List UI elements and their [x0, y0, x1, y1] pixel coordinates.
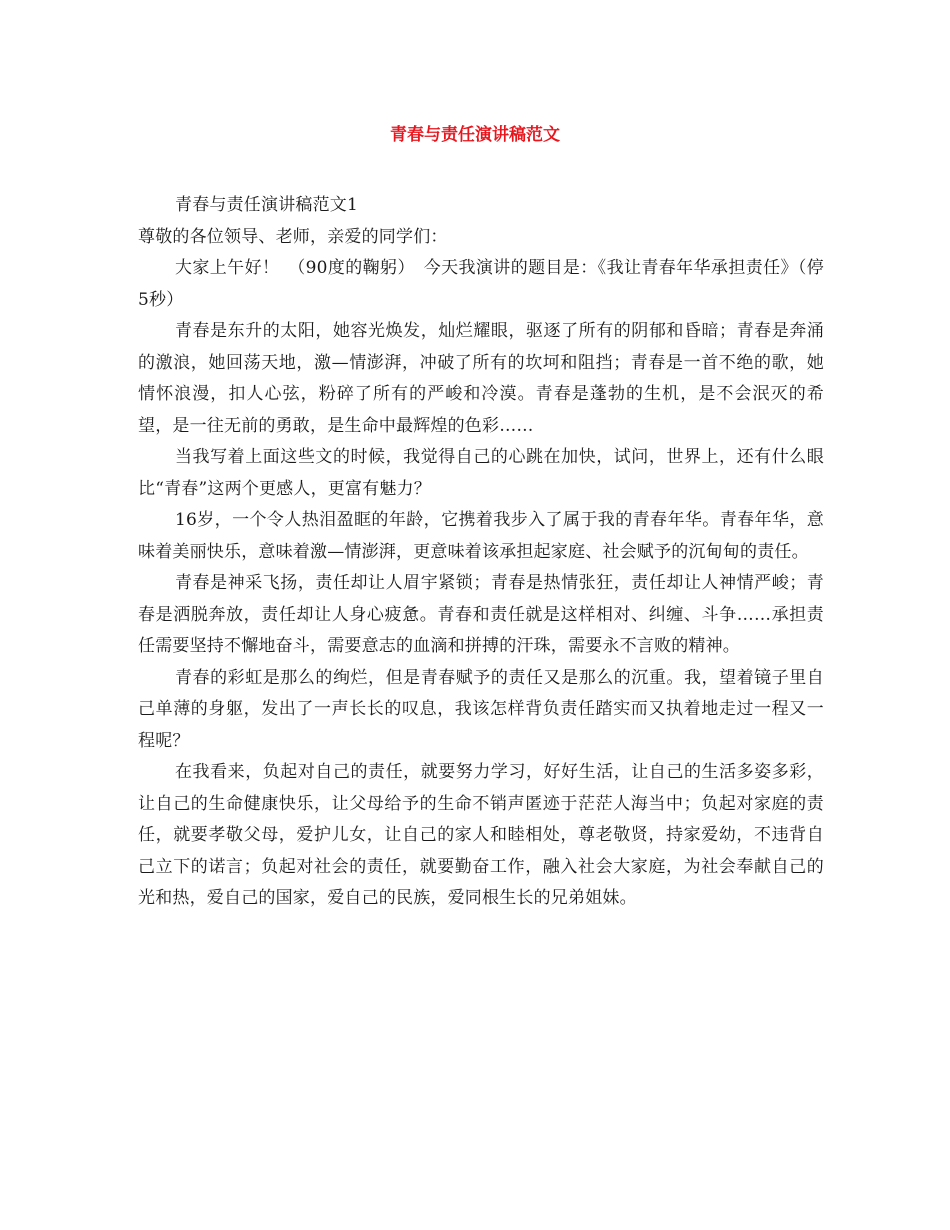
section-heading: 青春与责任演讲稿范文1 — [175, 195, 359, 215]
document-title: 青春与责任演讲稿范文 — [390, 125, 560, 145]
paragraph-rainbow: 青春的彩虹是那么的绚烂，但是青春赋予的责任又是那么的沉重。我，望着镜子里自己单薄的身躯，发出了一声长长的叹息，我该怎样背负责任踏实而又执着地走过一程又一程呢？ — [138, 667, 824, 751]
paragraph-sixteen: 16岁，一个令人热泪盈眶的年龄，它携着我步入了属于我的青春年华。青春年华，意味着美丽快乐，意味着激—情澎湃，更意味着该承担起家庭、社会赋予的沉甸甸的责任。 — [138, 510, 824, 562]
paragraph-greeting: 大家上午好！ （90度的鞠躬） 今天我演讲的题目是：《我让青春年华承担责任》（停5秒） — [138, 258, 824, 310]
document-body — [138, 190, 824, 915]
paragraph-heartbeat: 当我写着上面这些文的时候，我觉得自己的心跳在加快，试问，世界上，还有什么眼比“青春”这两个更感人，更富有魅力？ — [138, 447, 824, 499]
salutation: 尊敬的各位领导、老师，亲爱的同学们： — [138, 226, 448, 247]
paragraph-youth-metaphor: 青春是东升的太阳，她容光焕发，灿烂耀眼，驱逐了所有的阴郁和昏暗；青春是奔涌的激浪，她回荡天地，激—情澎湃，冲破了所有的坎坷和阻挡；青春是一首不绝的歌，她情怀浪漫，扣人心弦，粉碎了所有的严峻和冷漠。青春是蓬勃的生机，是不会泯灭的希望，是一往无前的勇敢，是生命中最辉煌的色彩…… — [138, 321, 824, 436]
paragraph-youth-vs-duty: 青春是神采飞扬，责任却让人眉宇紧锁；青春是热情张狂，责任却让人神情严峻；青春是洒脱奔放，责任却让人身心疲惫。青春和责任就是这样相对、纠缠、斗争……承担责任需要坚持不懈地奋斗，需要意志的血滴和拼搏的汗珠，需要永不言败的精神。 — [138, 573, 824, 656]
paragraph-responsibilities: 在我看来，负起对自己的责任，就要努力学习，好好生活，让自己的生活多姿多彩，让自己的生命健康快乐，让父母给予的生命不销声匿迹于茫茫人海当中；负起对家庭的责任，就要孝敬父母，爱护儿女，让自己的家人和睦相处，尊老敬贤，持家爱幼，不违背自己立下的诺言；负起对社会的责任，就要勤奋工作，融入社会大家庭，为社会奉献自己的光和热，爱自己的国家，爱自己的民族，爱同根生长的兄弟姐妹。 — [138, 762, 824, 908]
